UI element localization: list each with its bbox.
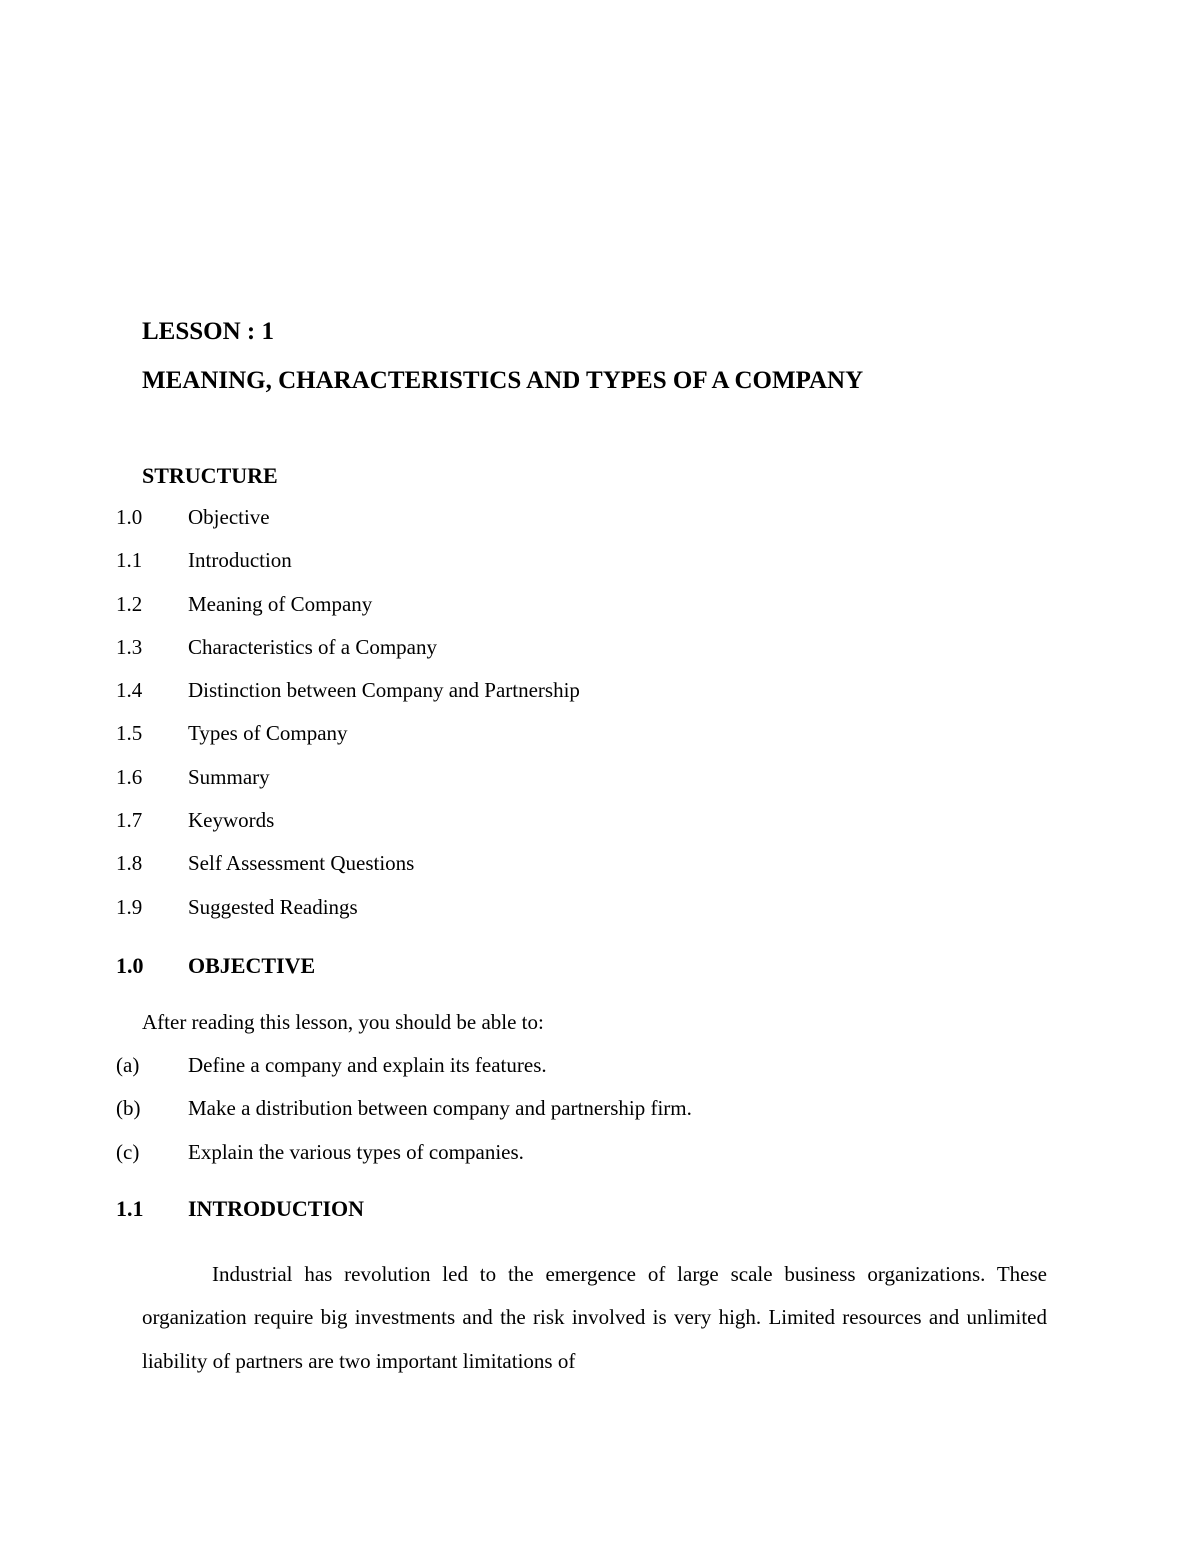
objective-heading-label: OBJECTIVE — [188, 953, 316, 978]
structure-item-label: Distinction between Company and Partnership — [188, 678, 580, 703]
structure-item-label: Types of Company — [188, 721, 348, 746]
objective-item-text: Define a company and explain its features. — [188, 1053, 547, 1077]
objective-item-marker: (a) — [116, 1053, 140, 1077]
objective-item — [116, 1053, 692, 1096]
structure-heading: STRUCTURE — [142, 463, 278, 488]
structure-list — [116, 505, 580, 938]
introduction-heading-number: 1.1 — [116, 1196, 144, 1221]
structure-item-label: Meaning of Company — [188, 591, 373, 616]
lesson-title: MEANING, CHARACTERISTICS AND TYPES OF A COMPANY — [142, 367, 864, 394]
structure-item-label: Objective — [188, 505, 270, 529]
objective-item-marker: (c) — [116, 1139, 140, 1164]
objective-heading-number: 1.0 — [116, 953, 144, 978]
structure-item-number: 1.6 — [116, 764, 143, 789]
structure-item — [116, 635, 580, 678]
structure-item-number: 1.8 — [116, 851, 143, 876]
structure-item-label: Introduction — [188, 548, 292, 573]
structure-item — [116, 895, 580, 938]
structure-item — [116, 678, 580, 721]
objective-item-text: Explain the various types of companies. — [188, 1139, 524, 1164]
structure-item-number: 1.7 — [116, 808, 143, 833]
structure-item-number: 1.9 — [116, 894, 143, 919]
structure-item — [116, 548, 580, 591]
objective-item — [116, 1140, 692, 1183]
structure-item-label: Suggested Readings — [188, 894, 358, 919]
introduction-paragraph: Industrial has revolution led to the emergence of large scale business organizations. These organization require big investments and the risk involved is very high. Limited resources and unlimited liability of partners are two important limitations of — [142, 1262, 1047, 1373]
structure-item — [116, 505, 580, 548]
structure-item-number: 1.0 — [116, 505, 143, 529]
structure-item-label: Characteristics of a Company — [188, 634, 438, 659]
structure-item-number: 1.3 — [116, 634, 143, 659]
introduction-heading-label: INTRODUCTION — [188, 1196, 365, 1221]
structure-item — [116, 765, 580, 808]
structure-item — [116, 851, 580, 894]
structure-item-number: 1.4 — [116, 678, 143, 703]
structure-item — [116, 721, 580, 764]
objective-item-marker: (b) — [116, 1096, 141, 1121]
structure-item — [116, 592, 580, 635]
structure-item-number: 1.5 — [116, 721, 143, 746]
structure-item — [116, 808, 580, 851]
introduction-heading — [116, 1196, 364, 1222]
objective-list — [116, 1053, 692, 1183]
structure-item-number: 1.2 — [116, 591, 143, 616]
objective-item-text: Make a distribution between company and partnership firm. — [188, 1096, 692, 1121]
structure-item-number: 1.1 — [116, 548, 143, 573]
objective-heading — [116, 953, 315, 979]
structure-item-label: Summary — [188, 764, 270, 789]
lesson-label: LESSON : 1 — [142, 318, 274, 345]
structure-item-label: Keywords — [188, 808, 275, 833]
objective-item — [116, 1096, 692, 1139]
structure-item-label: Self Assessment Questions — [188, 851, 415, 876]
objective-lead: After reading this lesson, you should be able to: — [142, 1010, 544, 1034]
